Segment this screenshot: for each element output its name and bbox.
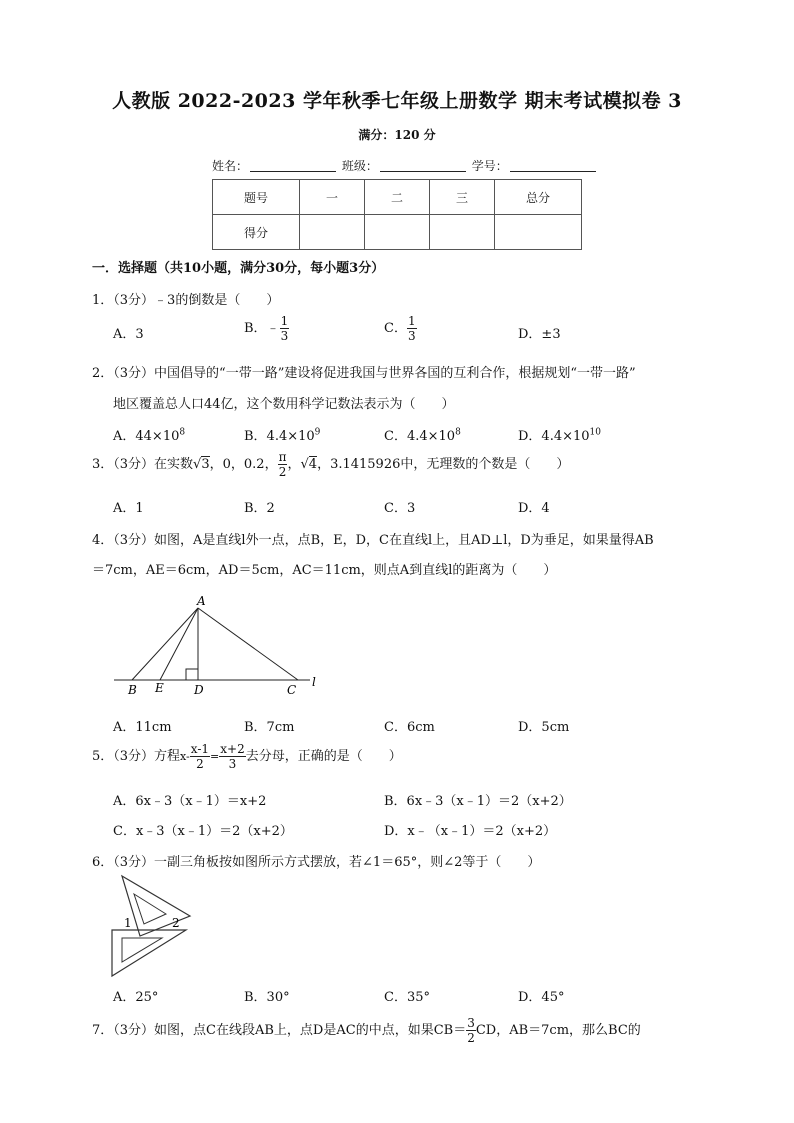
q2-stem-line1: 2．（3分）中国倡导的“一带一路”建设将促进我国与世界各国的互利合作，根据规划“一带一路”	[92, 366, 636, 381]
page-title: 人教版 2022-2023 学年秋季七年级上册数学 期末考试模拟卷 3	[112, 90, 682, 112]
grade-score-cell	[495, 215, 582, 250]
sqrt-icon: √	[300, 457, 309, 472]
name-blank	[250, 159, 336, 172]
q6-option-c: C．35°	[384, 990, 430, 1005]
q4-option-c: C．6cm	[384, 720, 435, 735]
segment-ac	[198, 608, 298, 680]
q4-stem-line1: 4．（3分）如图，A是直线l外一点，点B，E，D，C在直线l上，且AD⊥l，D为垂足，如果量得AB	[92, 533, 654, 548]
label-l: l	[312, 675, 316, 689]
grade-header-cell: 总分	[495, 180, 582, 215]
q1-stem: 1．（3分）﹣3的倒数是（ ）	[92, 293, 280, 308]
right-angle-mark	[186, 669, 198, 680]
q6-option-a: A．25°	[113, 990, 159, 1005]
id-blank	[510, 159, 596, 172]
q3-stem: 3．（3分）在实数√3，0，0.2， $\frac{\pi}{2}$ ，√4，3.1415926中，无理数的个数是（ ）	[92, 450, 570, 479]
q4-option-b: B．7cm	[244, 720, 295, 735]
q5-option-d: D．x﹣（x﹣1）＝2（x+2）	[384, 824, 557, 839]
q7-stem: 7．（3分）如图，点C在线段AB上，点D是AC的中点，如果CB＝ $\frac{3}{2}$ CD，AB＝7cm，那么BC的	[92, 1016, 641, 1045]
q1-option-a: A．3	[113, 327, 144, 342]
q2-stem-line2: 地区覆盖总人口44亿，这个数用科学记数法表示为（ ）	[113, 397, 455, 412]
id-label: 学号：	[471, 159, 508, 173]
label-d: D	[194, 683, 204, 697]
sqrt-icon: √	[193, 457, 202, 472]
q6-figure	[100, 870, 210, 980]
class-blank	[380, 159, 466, 172]
angle-2-label: 2	[172, 916, 180, 930]
q1-option-d: D．±3	[518, 327, 561, 342]
student-info	[212, 157, 598, 174]
grade-header-cell: 题号	[213, 180, 300, 215]
grade-score-cell	[430, 215, 495, 250]
q4-figure	[110, 590, 340, 700]
q3-option-c: C．3	[384, 501, 416, 516]
q5-option-b: B．6x﹣3（x﹣1）＝2（x+2）	[384, 794, 572, 809]
q1-option-b: B．﹣ $\frac{1}{3}$	[244, 314, 289, 343]
q6-option-b: B．30°	[244, 990, 290, 1005]
grade-score-cell	[365, 215, 430, 250]
grade-header-cell: 一	[300, 180, 365, 215]
q2-option-d: D．$4.4\times 10^{10}$	[518, 427, 601, 444]
section-heading: 一．选择题（共10小题，满分30分，每小题3分）	[92, 261, 385, 276]
label-a: A	[197, 594, 206, 608]
angle-1-label: 1	[124, 916, 132, 930]
grade-header-cell: 三	[430, 180, 495, 215]
q1-option-c: C． $\frac{1}{3}$	[384, 314, 416, 343]
q6-stem: 6．（3分）一副三角板按如图所示方式摆放，若∠1＝65°，则∠2等于（ ）	[92, 855, 541, 870]
upper-triangle-outer	[122, 876, 190, 936]
lower-triangle-inner	[122, 938, 162, 962]
grade-score-cell	[300, 215, 365, 250]
label-c: C	[287, 683, 297, 697]
grade-score-label: 得分	[213, 215, 300, 250]
grade-table	[212, 179, 582, 250]
q3-option-a: A．1	[113, 501, 144, 516]
class-label: 班级：	[341, 159, 378, 173]
q5-option-a: A．6x﹣3（x﹣1）＝x+2	[113, 794, 267, 809]
q4-option-a: A．11cm	[113, 720, 172, 735]
lower-triangle-outer	[112, 930, 186, 976]
q2-option-c: C．$4.4\times 10^8$	[384, 427, 461, 444]
q2-option-b: B．$4.4\times 10^9$	[244, 427, 321, 444]
q4-stem-line2: ＝7cm，AE＝6cm，AD＝5cm，AC＝11cm，则点A到直线l的距离为（ ）	[92, 563, 557, 578]
q5-option-c: C．x﹣3（x﹣1）＝2（x+2）	[113, 824, 293, 839]
q4-option-d: D．5cm	[518, 720, 570, 735]
label-e: E	[155, 681, 164, 695]
name-label: 姓名：	[212, 159, 249, 173]
q3-option-b: B．2	[244, 501, 275, 516]
q2-option-a: A．$44\times 10^8$	[113, 427, 186, 444]
q5-stem: 5．（3分）方程x- $\frac{x-1}{2}$ = $\frac{x+2}{3}$ 去分母，正确的是（ ）	[92, 742, 402, 771]
grade-header-cell: 二	[365, 180, 430, 215]
q3-option-d: D．4	[518, 501, 550, 516]
full-score: 满分：120 分	[358, 128, 436, 142]
label-b: B	[128, 683, 137, 697]
q6-option-d: D．45°	[518, 990, 565, 1005]
